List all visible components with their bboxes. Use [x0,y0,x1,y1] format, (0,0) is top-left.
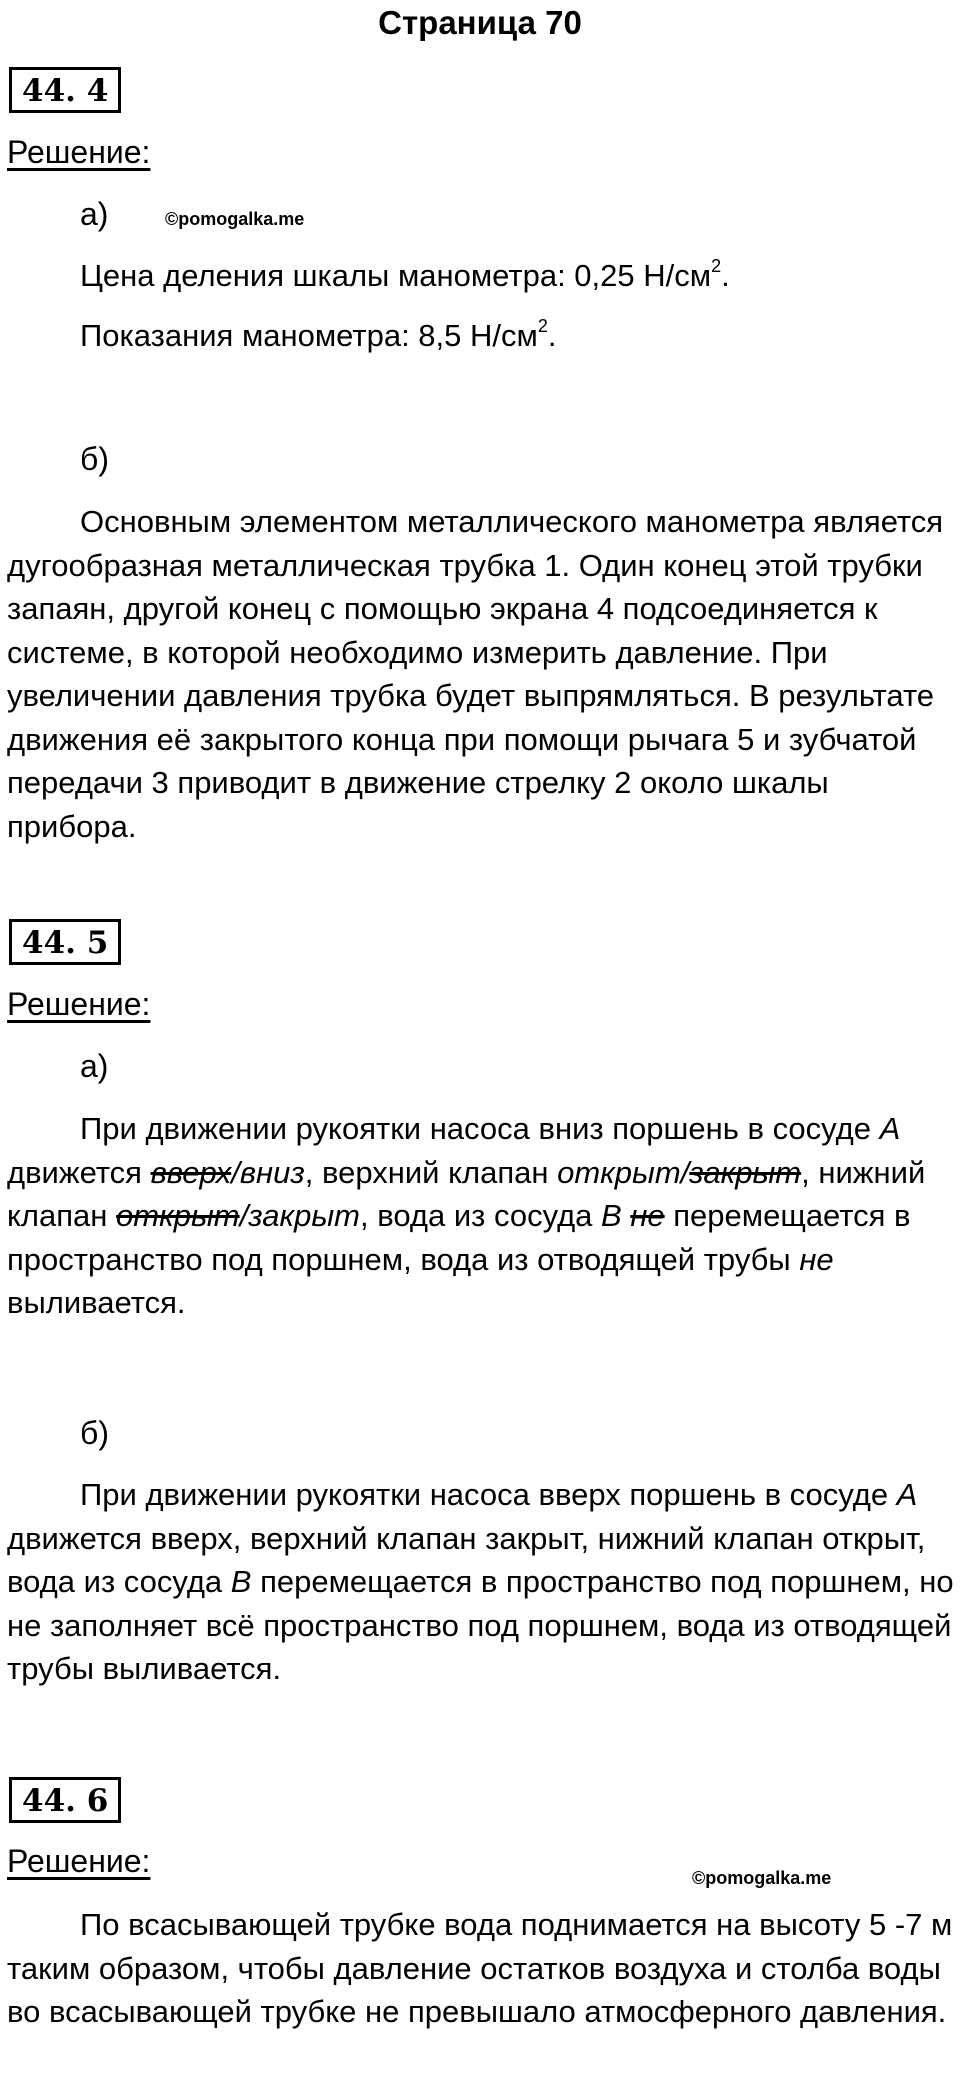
task-number-44-5: 44. 5 [9,919,121,965]
pump-up-paragraph: При движении рукоятки насоса вверх поршень в сосуде А движется вверх, верхний клапан закрыт, нижний клапан открыт, вода из сосуда В перемещается в пространство под поршнем, но не заполняет всё пространство под поршнем, вода из отводящей трубы выливается. [7,1477,954,1686]
page-title: Страница 70 [378,4,582,41]
part-a-label-44-5: а) [80,1048,109,1084]
part-b-label-44-4: б) [80,441,109,477]
part-b-label-44-5: б) [80,1415,109,1451]
solution-label-44-4: Решение: [7,134,151,170]
task-number-44-4: 44. 4 [9,67,121,113]
pump-down-paragraph: При движении рукоятки насоса вниз поршень в сосуде А движется вверх/вниз, верхний клапан открыт/закрыт, нижний клапан открыт/закрыт, вода из сосуда В не перемещается в пространство под поршнем, вода из отводящей трубы не выливается. [7,1111,926,1320]
part-a-label-44-4: а) [80,196,109,232]
manometer-explanation-paragraph: Основным элементом металлического манометра является дугообразная металлическая трубка 1. Один конец этой трубки запаян, другой конец с помощью экрана 4 подсоединяется к системе, в которой необходимо измерить давление. При увеличении давления трубка будет выпрямляться. В результате движения её закрытого конца при помощи рычага 5 и зубчатой передачи 3 приводит в движение стрелку 2 около шкалы прибора. [7,504,944,844]
solution-label-44-6: Решение: [7,1843,151,1879]
watermark: ©pomogalka.me [165,209,305,229]
pressure-scale-division-line: Цена деления шкалы манометра: 0,25 $Н/см^2$. [80,256,730,293]
task-number-44-6: 44. 6 [9,1777,121,1823]
suction-tube-paragraph: По всасывающей трубке вода поднимается на высоту 5 -7 м таким образом, чтобы давление остатков воздуха и столба воды во всасывающей трубке не превышало атмосферного давления. [7,1907,953,2029]
watermark: ©pomogalka.me [692,1868,832,1888]
solution-label-44-5: Решение: [7,986,151,1022]
pressure-reading-line: Показания манометра: 8,5 $Н/см^2$. [80,316,557,353]
